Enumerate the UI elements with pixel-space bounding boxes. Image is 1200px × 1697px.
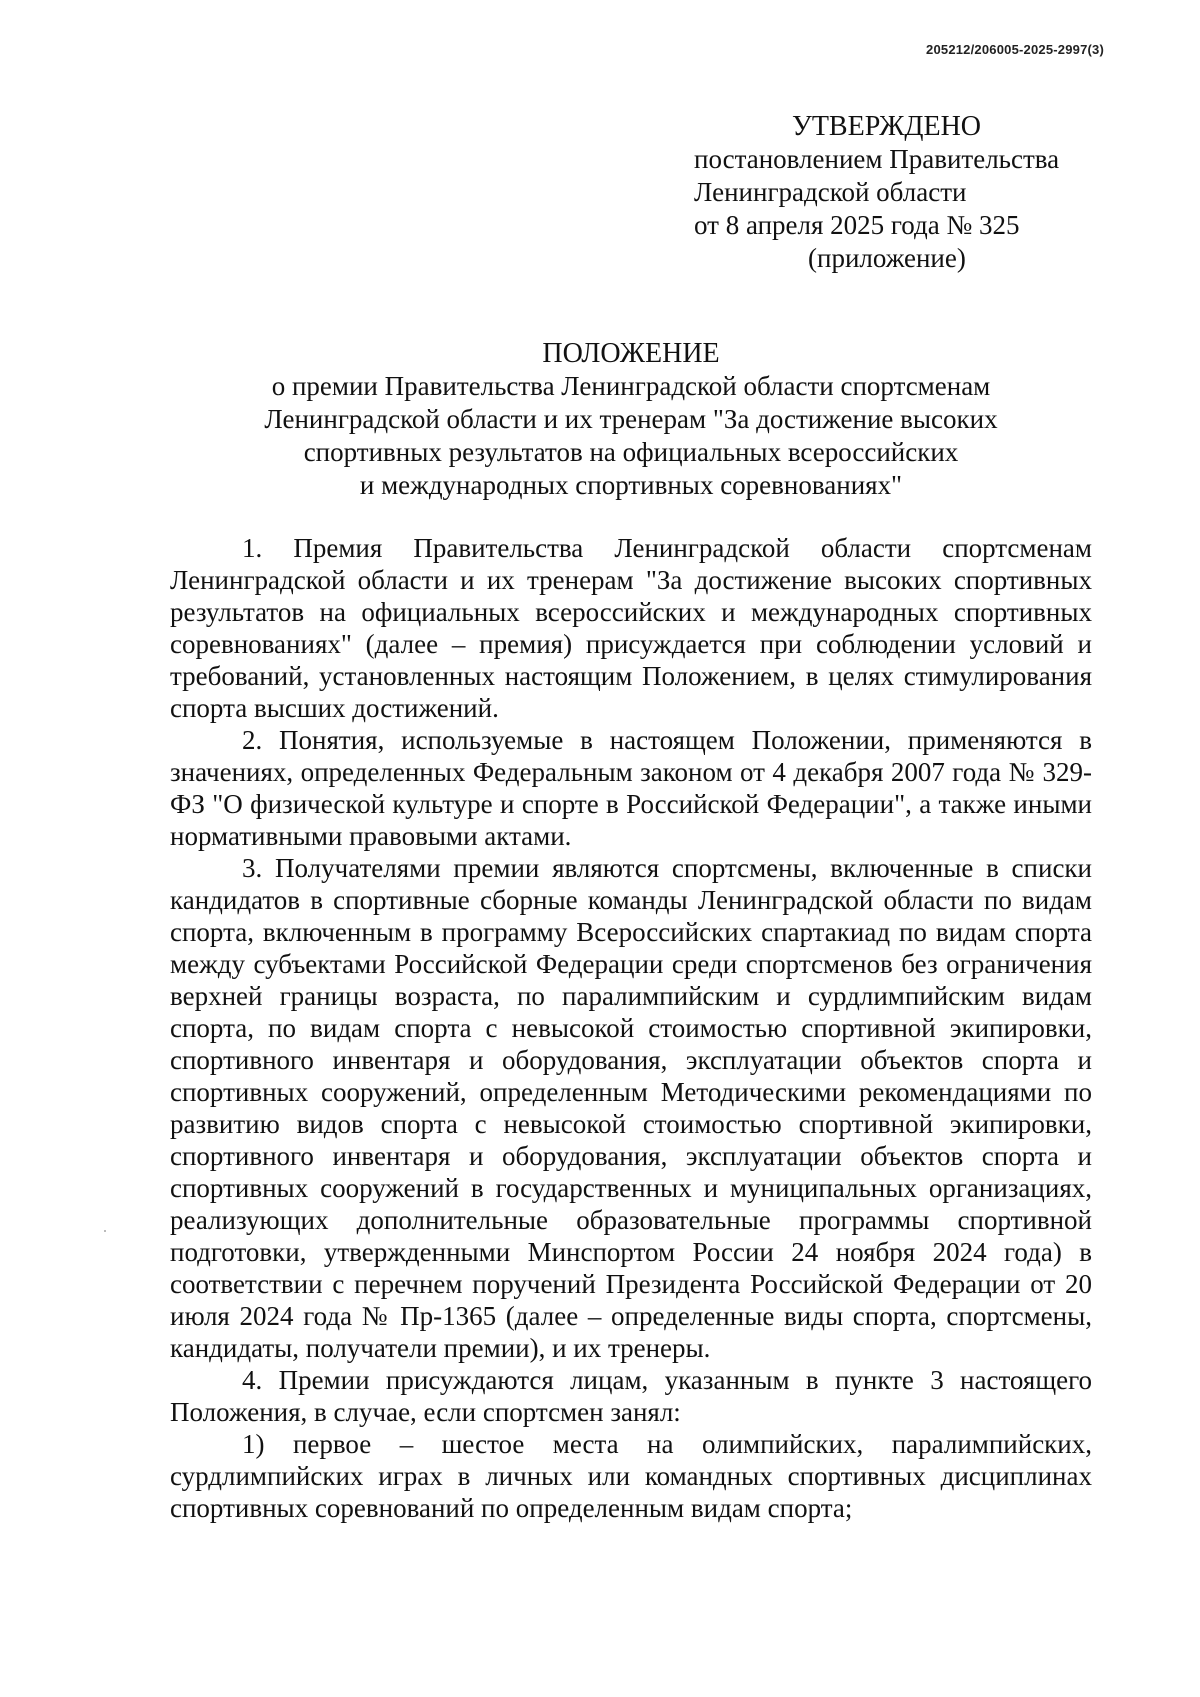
scan-margin-mark: [104, 1230, 106, 1232]
document-title-block: [170, 337, 1092, 502]
approval-line-1: постановлением Правительства: [694, 144, 1060, 174]
approval-line-3: от 8 апреля 2025 года № 325: [694, 210, 1020, 240]
approval-appendix-label: (приложение): [808, 243, 966, 273]
approval-stamp-block: [694, 110, 1114, 275]
document-subtitle-line: и международных спортивных соревнованиях": [359, 470, 903, 500]
document-body: [170, 532, 1092, 1524]
approval-heading: УТВЕРЖДЕНО: [792, 111, 982, 142]
paragraph-2: 2. Понятия, используемые в настоящем Положении, применяются в значениях, определенных Федеральным законом от 4 декабря 2007 года № 329-ФЗ "О физической культуре и спорте в Российской Федерации", а также иными нормативными правовыми актами.: [170, 725, 1092, 851]
approval-line-2: Ленинградской области: [694, 177, 967, 207]
paragraph-4-item-1: 1) первое – шестое места на олимпийских, паралимпийских, сурдлимпийских играх в личных или командных спортивных дисциплинах спортивных соревнований по определенным видам спорта;: [170, 1429, 1092, 1523]
document-subtitle-line: о премии Правительства Ленинградской области спортсменам: [271, 371, 991, 401]
document-subtitle-line: Ленинградской области и их тренерам "За достижение высоких: [264, 404, 998, 434]
paragraph-1: 1. Премия Правительства Ленинградской области спортсменам Ленинградской области и их тренерам "За достижение высоких спортивных результатов на официальных всероссийских и международных спортивных соревнованиях" (далее – премия) присуждается при соблюдении условий и требований, установленных настоящим Положением, в целях стимулирования спорта высших достижений.: [170, 533, 1092, 723]
paragraph-3: 3. Получателями премии являются спортсмены, включенные в списки кандидатов в спортивные сборные команды Ленинградской области по видам спорта, включенным в программу Всероссийских спартакиад по видам спорта между субъектами Российской Федерации среди спортсменов без ограничения верхней границы возраста, по паралимпийским и сурдлимпийским видам спорта, по видам спорта с невысокой стоимостью спортивной экипировки, спортивного инвентаря и оборудования, эксплуатации объектов спорта и спортивных сооружений, определенным Методическими рекомендациями по развитию видов спорта с невысокой стоимостью спортивной экипировки, спортивного инвентаря и оборудования, эксплуатации объектов спорта и спортивных сооружений в государственных и муниципальных организациях, реализующих дополнительные образовательные программы спортивной подготовки, утвержденными Минспортом России 24 ноября 2024 года) в соответствии с перечнем поручений Президента Российской Федерации от 20 июля 2024 года № Пр-1365 (далее – определенные виды спорта, спортсмены, кандидаты, получатели премии), и их тренеры.: [170, 853, 1092, 1363]
paragraph-4: 4. Премии присуждаются лицам, указанным в пункте 3 настоящего Положения, в случае, если спортсмен занял:: [170, 1365, 1092, 1427]
document-registration-number: 205212/206005-2025-2997(3): [926, 42, 1104, 57]
document-subtitle-line: спортивных результатов на официальных всероссийских: [303, 437, 959, 467]
document-title: ПОЛОЖЕНИЕ: [542, 338, 720, 369]
